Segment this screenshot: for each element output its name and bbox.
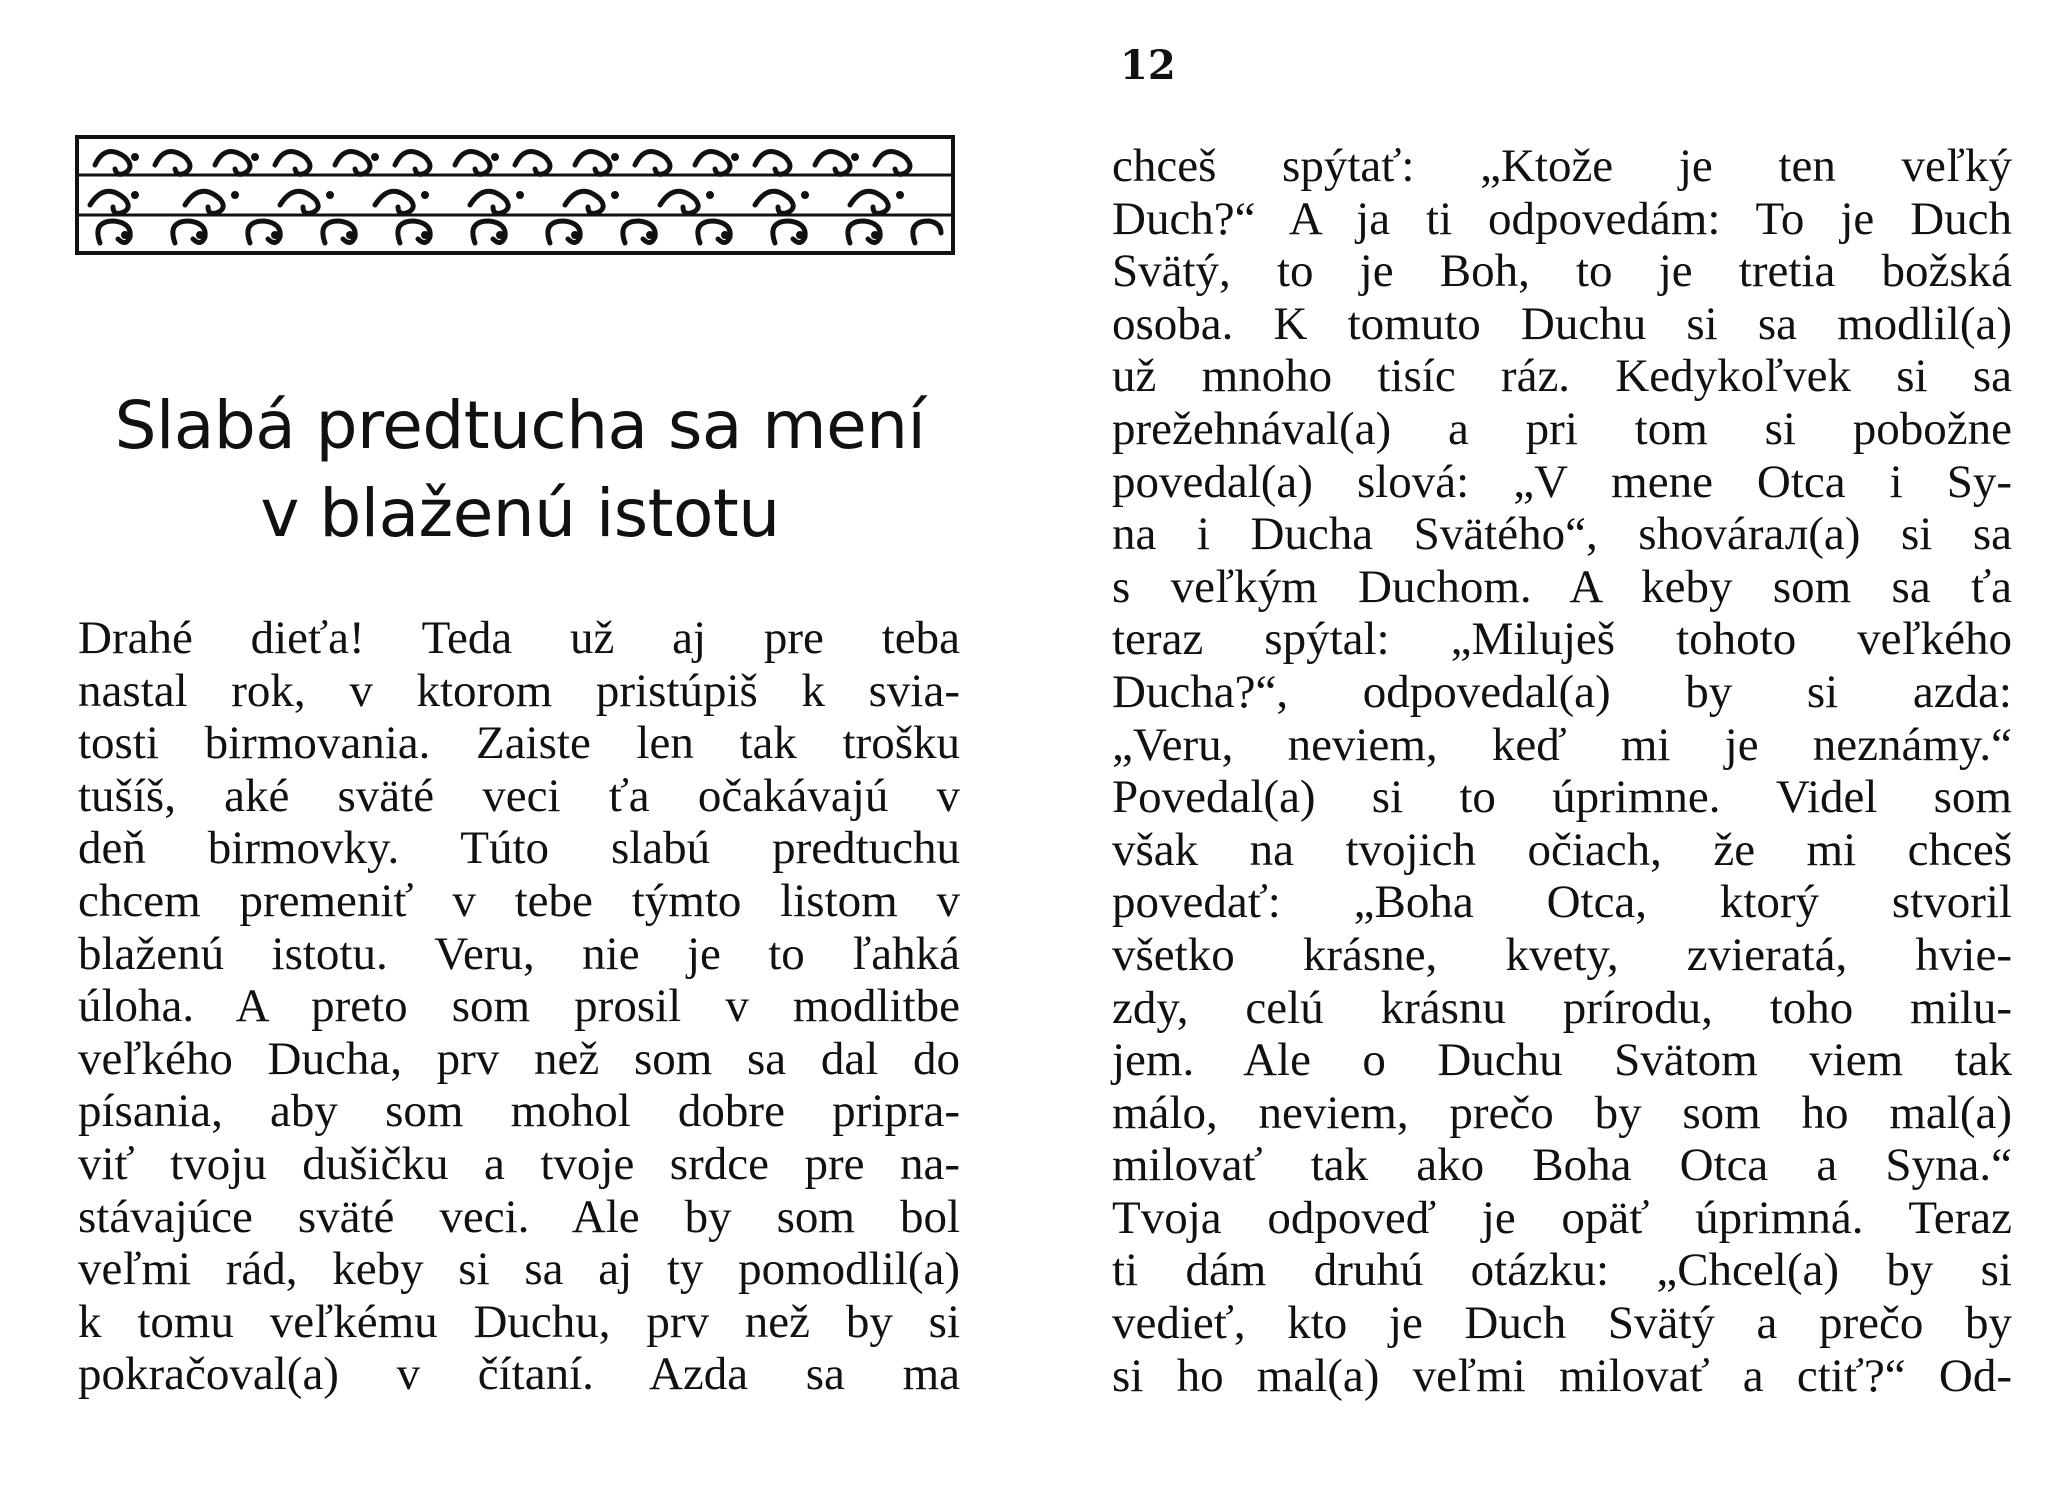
- text-line: Drahé dieťa! Teda už aj pre teba: [78, 612, 960, 664]
- text-line: už mnoho tisíc ráz. Kedykoľvek si sa: [1112, 350, 2012, 403]
- text-line: si ho mal(a) veľmi milovať a ctiť?“ Od-: [1112, 1349, 2012, 1402]
- chapter-title: [80, 382, 960, 558]
- text-line: osoba. K tomuto Duchu si sa modlil(a): [1112, 297, 2012, 350]
- text-line: úloha. A preto som prosil v modlitbe: [78, 980, 960, 1033]
- text-line: Povedal(a) si to úprimne. Videl som: [1112, 771, 2012, 824]
- chapter-title-line-2: v blaženú istotu: [260, 475, 780, 552]
- text-line: však na tvojich očiach, že mi chceš: [1112, 823, 2012, 876]
- text-line: písania, aby som mohol dobre pripra-: [78, 1085, 960, 1138]
- right-page: [1024, 0, 2048, 1500]
- text-line: povedal(a) slová: „V mene Otca i Sy-: [1112, 455, 2012, 508]
- text-line: chceš spýtať: „Ktože je ten veľký: [1112, 140, 2012, 192]
- text-line: nastal rok, v ktorom pristúpiš k svia-: [78, 664, 960, 717]
- left-body-text: [78, 612, 960, 1401]
- text-line: Duch?“ A ja ti odpovedám: To je Duch: [1112, 192, 2012, 245]
- text-line: teraz spýtal: „Miluješ tohoto veľkého: [1112, 613, 2012, 666]
- right-body-text: [1112, 140, 2012, 1402]
- text-line: ti dám druhú otázku: „Chcel(a) by si: [1112, 1244, 2012, 1297]
- text-line: Ducha?“, odpovedal(a) by si azda:: [1112, 665, 2012, 718]
- text-line: na i Ducha Svätého“, shovárал(a) si sa: [1112, 508, 2012, 561]
- text-line: málo, neviem, prečo by som ho mal(a): [1112, 1086, 2012, 1139]
- text-line: vedieť, kto je Duch Svätý a prečo by: [1112, 1297, 2012, 1350]
- text-line: všetko krásne, kvety, zvieratá, hvie-: [1112, 928, 2012, 981]
- text-line: tušíš, aké sväté veci ťa očakávajú v: [78, 769, 960, 822]
- decorative-ornament-band: [75, 135, 955, 255]
- text-line: zdy, celú krásnu prírodu, toho milu-: [1112, 981, 2012, 1034]
- text-line: s veľkým Duchom. A keby som sa ťa: [1112, 560, 2012, 613]
- text-line: stávajúce sväté veci. Ale by som bol: [78, 1190, 960, 1243]
- text-line: chcem premeniť v tebe týmto listom v: [78, 874, 960, 927]
- text-line: prežehnával(a) a pri tom si pobožne: [1112, 402, 2012, 455]
- text-line: blaženú istotu. Veru, nie je to ľahká: [78, 927, 960, 980]
- text-line: k tomu veľkému Duchu, prv než by si: [78, 1295, 960, 1348]
- chapter-title-line-1: Slabá predtucha sa mení: [114, 387, 926, 464]
- text-line: veľmi rád, keby si sa aj ty pomodlil(a): [78, 1243, 960, 1296]
- text-line: veľkého Ducha, prv než som sa dal do: [78, 1032, 960, 1085]
- text-line: milovať tak ako Boha Otca a Syna.“: [1112, 1139, 2012, 1192]
- text-line: tosti birmovania. Zaiste len tak trošku: [78, 717, 960, 770]
- text-line: Tvoja odpoveď je opäť úprimná. Teraz: [1112, 1191, 2012, 1244]
- text-line: Svätý, to je Boh, to je tretia božská: [1112, 245, 2012, 298]
- text-line: pokračoval(a) v čítaní. Azda sa ma: [78, 1348, 960, 1401]
- page-number: 12: [1120, 42, 1176, 89]
- text-line: povedať: „Boha Otca, ktorý stvoril: [1112, 876, 2012, 929]
- text-line: jem. Ale o Duchu Svätom viem tak: [1112, 1034, 2012, 1087]
- text-line: deň birmovky. Túto slabú predtuchu: [78, 822, 960, 875]
- text-line: „Veru, neviem, keď mi je neznámy.“: [1112, 718, 2012, 771]
- text-line: viť tvoju dušičku a tvoje srdce pre na-: [78, 1137, 960, 1190]
